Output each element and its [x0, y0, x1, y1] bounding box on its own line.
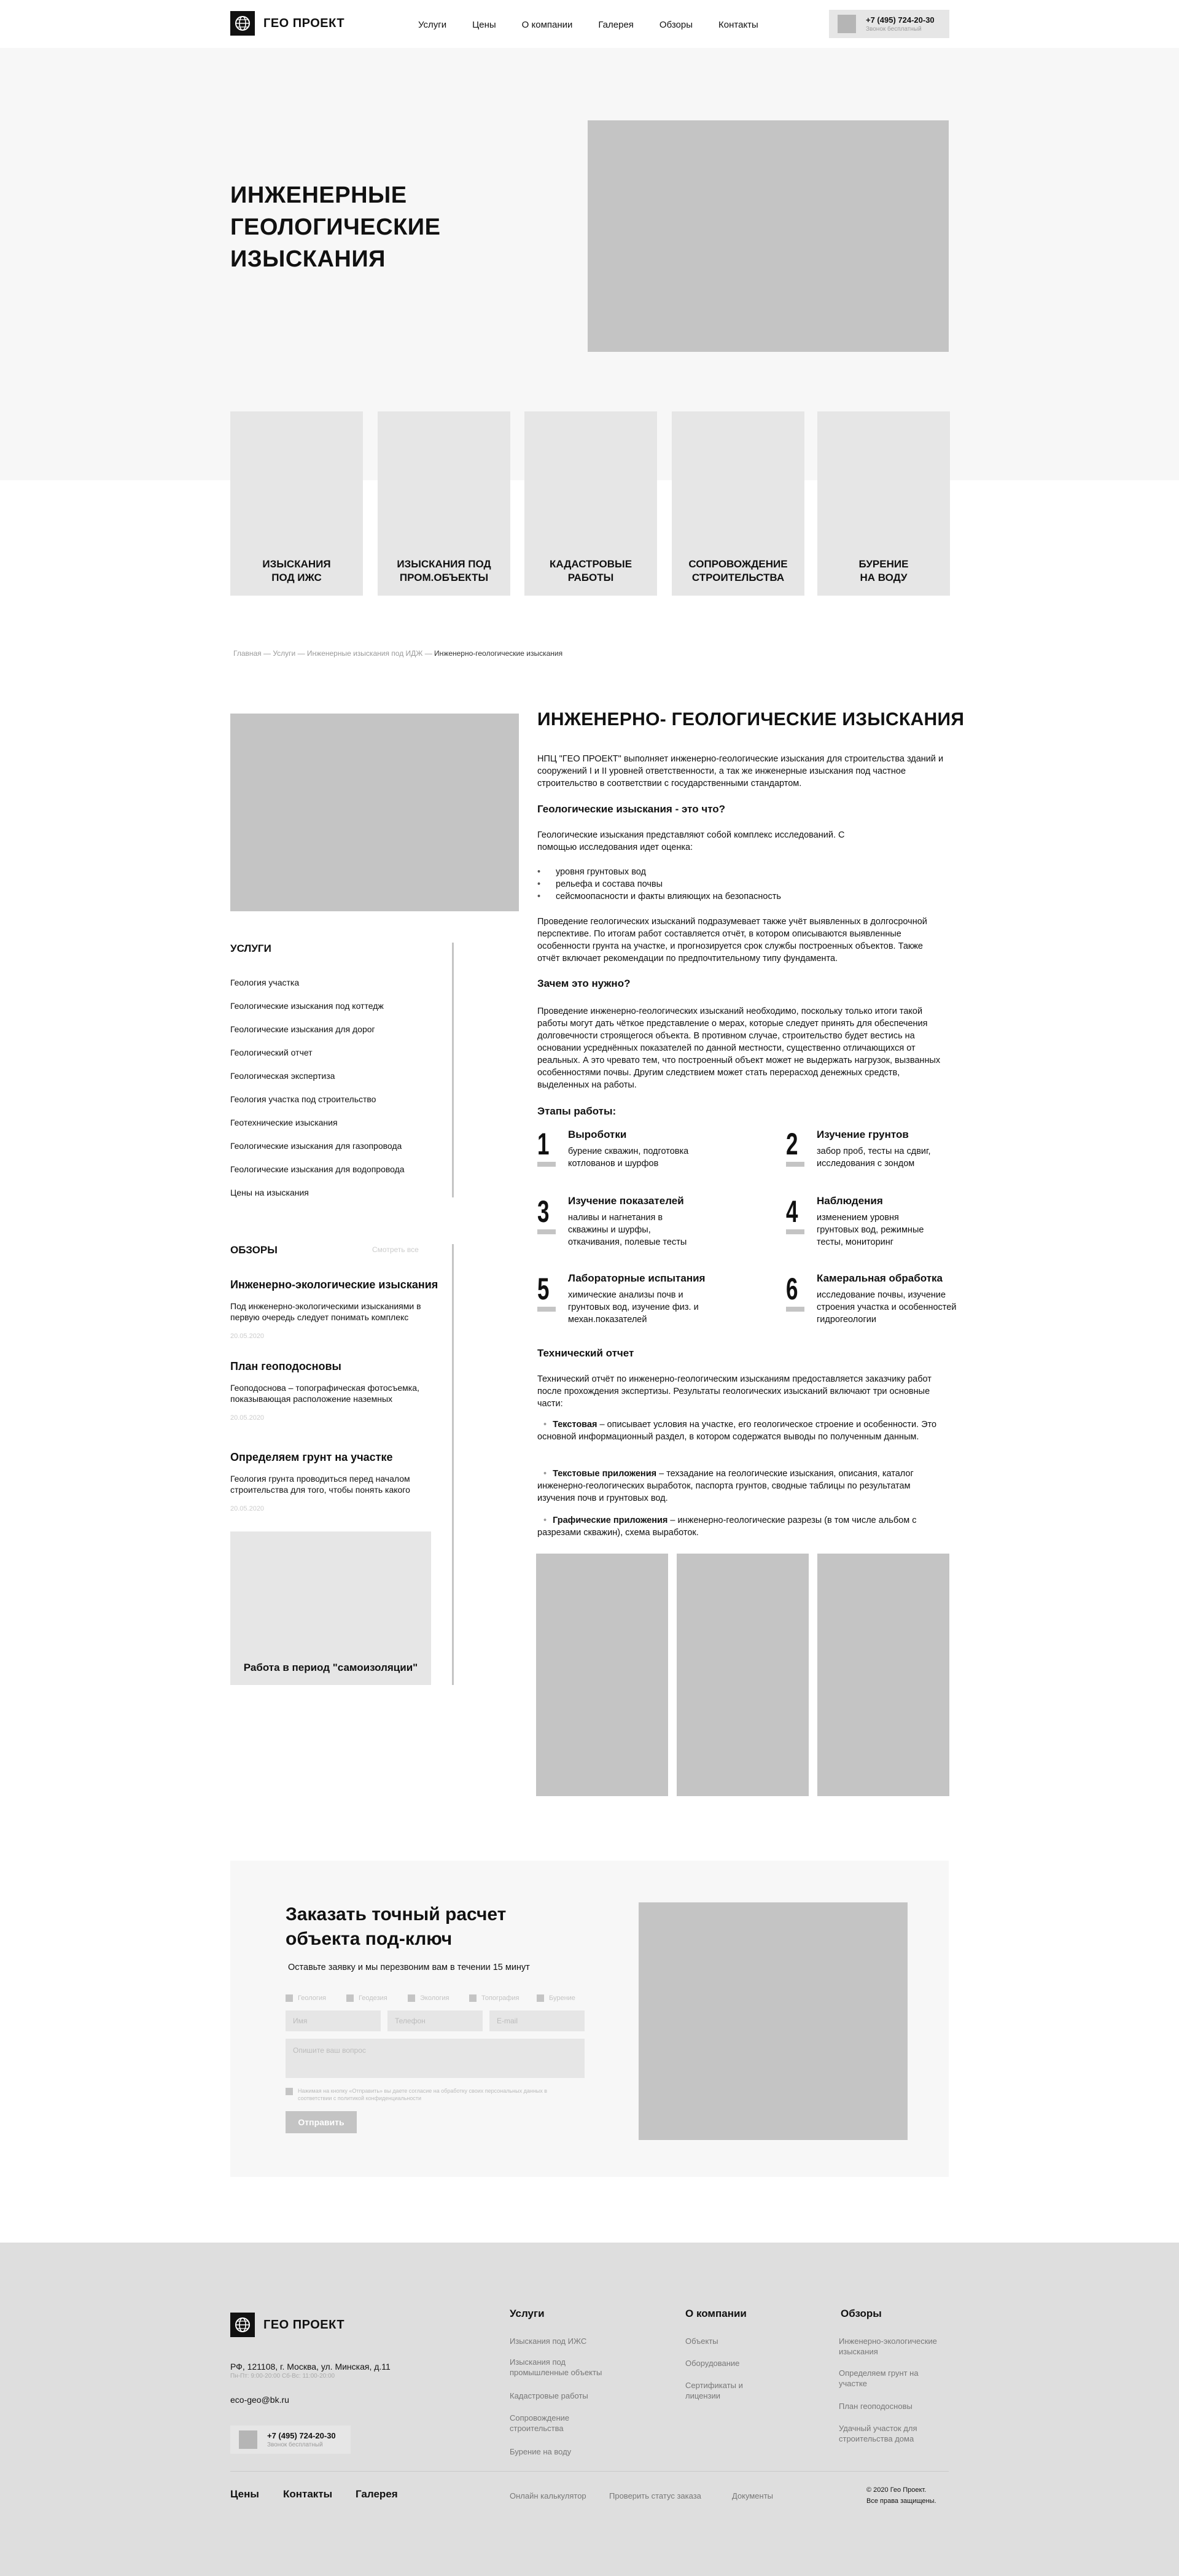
card-label: РАБОТЫ [567, 572, 614, 583]
order-title [286, 1902, 506, 1951]
checkbox-label: Геология [298, 1994, 326, 2002]
footer-email[interactable]: eco-geo@bk.ru [230, 2395, 289, 2405]
footer-link[interactable]: Сопровождение строительства [510, 2413, 570, 2433]
card-label: БУРЕНИЕ [858, 558, 909, 570]
report-part-title: Текстовые приложения [553, 1469, 657, 1479]
promo-banner[interactable] [230, 1531, 431, 1685]
service-card-izhs[interactable] [230, 411, 363, 596]
main-nav [418, 20, 784, 30]
footer-link[interactable]: Изыскания под ИЖС [510, 2337, 587, 2346]
step-title: Выроботки [568, 1129, 627, 1140]
checkbox-geology[interactable] [286, 1994, 326, 2002]
nav-reviews[interactable]: Обзоры [659, 20, 693, 30]
article-image [230, 714, 519, 911]
step-text: забор проб, тесты на сдвиг, исследования с зондом [817, 1146, 931, 1169]
phone-icon [838, 15, 856, 33]
article-paragraph: Технический отчёт по инженерно-геологическим изысканиям предоставляется заказчику работ после прохождения экспертизы. Результаты геологических изысканий включают три основные части: [537, 1374, 932, 1409]
sidebar-service-link[interactable]: Геология участка под строительство [230, 1094, 376, 1104]
email-input[interactable]: E-mail [489, 2010, 585, 2031]
article-paragraph: Геологические изыскания представляют собой комплекс исследований. С помощью исследования идет оценка: [537, 830, 845, 852]
gallery-image[interactable] [677, 1554, 809, 1796]
sidebar-service-link[interactable]: Геологические изыскания под коттедж [230, 1001, 384, 1011]
step-title: Камеральная обработка [817, 1272, 943, 1284]
sidebar-service-link[interactable]: Геология участка [230, 978, 300, 987]
question-textarea[interactable]: Опишите ваш вопрос [286, 2039, 585, 2078]
footer-link[interactable]: Бурение на воду [510, 2447, 572, 2456]
step-underline [537, 1307, 556, 1312]
gallery-image[interactable] [817, 1554, 949, 1796]
review-date: 20.05.2020 [230, 1505, 265, 1512]
order-title-line: Заказать точный расчет [286, 1904, 507, 1924]
consent-text: Нажимая на кнопку «Отправить» вы даете согласие на обработку своих персональных данных в соответствии с политикой конфиденциальности [298, 2088, 548, 2101]
sidebar-service-link[interactable]: Геологические изыскания для газопровода [230, 1141, 402, 1151]
hero-title [230, 179, 440, 275]
review-title[interactable]: План геоподосновы [230, 1360, 341, 1372]
divider [452, 1244, 454, 1685]
reviews-heading: ОБЗОРЫ [230, 1244, 278, 1256]
step-underline [786, 1229, 804, 1234]
breadcrumb-trail[interactable]: Главная — Услуги — Инженерные изыскания под ИДЖ — [233, 649, 432, 658]
service-card-drilling[interactable] [817, 411, 950, 596]
nav-contacts[interactable]: Контакты [718, 20, 758, 30]
review-date: 20.05.2020 [230, 1333, 265, 1340]
hero-image [588, 120, 949, 352]
article-intro: НПЦ "ГЕО ПРОЕКТ" выполняет инженерно-геологические изыскания для строительства зданий и сооружений I и II уровней ответственности, а так же инженерные изыскания под частное строительство в соответствии с государственными стандартом. [537, 754, 944, 788]
card-label: ИЗЫСКАНИЯ ПОД [397, 558, 491, 570]
footer-services-heading: Услуги [510, 2308, 545, 2319]
logo[interactable] [230, 11, 344, 36]
step-text: химические анализы почв и грунтовых вод, изучение физ. и механ.показателей [568, 1290, 699, 1325]
header-phone[interactable] [829, 10, 949, 38]
order-title-line: объекта под-ключ [286, 1929, 453, 1949]
card-label: КАДАСТРОВЫЕ [549, 558, 632, 570]
bullet-item: • сейсмоопасности и факты влияющих на безопасность [537, 890, 781, 903]
footer-link[interactable]: Удачный участок для строительства дома [839, 2424, 917, 2443]
card-label: ПРОМ.ОБЪЕКТЫ [399, 572, 489, 583]
footer-link[interactable]: Оборудование [685, 2359, 740, 2368]
review-excerpt: Геология грунта проводиться перед началом строительства для того, чтобы понять какого [230, 1474, 410, 1495]
review-title[interactable]: Инженерно-экологические изыскания [230, 1278, 438, 1291]
footer-gallery-link[interactable]: Галерея [356, 2488, 398, 2500]
nav-prices[interactable]: Цены [472, 20, 496, 30]
step-underline [537, 1162, 556, 1167]
phone-number: +7 (495) 724-20-30 [866, 15, 935, 25]
footer-prices-link[interactable]: Цены [230, 2488, 259, 2500]
globe-icon [230, 2313, 255, 2337]
section-heading: Зачем это нужно? [537, 978, 631, 989]
checkbox-geodesy[interactable] [346, 1994, 387, 2002]
hero-title-line: ИНЖЕНЕРНЫЕ [230, 182, 407, 208]
review-title[interactable]: Определяем грунт на участке [230, 1451, 393, 1463]
step-number: 3 [537, 1194, 550, 1229]
submit-button[interactable]: Отправить [286, 2111, 357, 2133]
order-status-link[interactable]: Проверить статус заказа [609, 2491, 701, 2500]
step-title: Лабораторные испытания [568, 1272, 706, 1284]
phone-note: Звонок бесплатный [267, 2442, 323, 2448]
logo-text: ГЕО ПРОЕКТ [263, 16, 345, 30]
checkbox-label: Топография [481, 1994, 519, 2002]
order-image [639, 1902, 908, 2140]
calculator-link[interactable]: Онлайн калькулятор [510, 2491, 586, 2500]
sidebar-service-link[interactable]: Геологическая экспертиза [230, 1071, 335, 1081]
section-heading: Геологические изыскания - это что? [537, 803, 726, 815]
footer-hours: Пн-Пт: 9:00-20:00 Сб-Вс: 11:00-20:00 [230, 2373, 335, 2379]
step-number: 5 [537, 1272, 550, 1306]
nav-about[interactable]: О компании [521, 20, 573, 30]
services-heading: УСЛУГИ [230, 943, 271, 954]
article-title: ИНЖЕНЕРНО- ГЕОЛОГИЧЕСКИЕ ИЗЫСКАНИЯ [537, 709, 965, 730]
sidebar-service-link[interactable]: Геологический отчет [230, 1048, 313, 1057]
checkbox-ecology[interactable] [408, 1994, 449, 2002]
report-part: • Текстовая – описывает условия на участке, его геологическое строение и особенности. Это основной информационный раздел, в котором содержатся выводы по полученным данным. [537, 1420, 937, 1442]
globe-icon [230, 11, 255, 36]
service-card-industrial[interactable] [378, 411, 510, 596]
footer [0, 2243, 1179, 2576]
sidebar-service-link[interactable]: Геологические изыскания для водопровода [230, 1164, 405, 1174]
documents-link[interactable]: Документы [732, 2491, 774, 2500]
footer-phone[interactable] [230, 2426, 351, 2454]
footer-link[interactable]: Инженерно-экологические изыскания [839, 2337, 937, 2356]
step-text: изменением уровня грунтовых вод, режимные тесты, мониторинг [817, 1213, 924, 1247]
footer-link[interactable]: Сертификаты и лицензии [685, 2381, 743, 2400]
footer-address: РФ, 121108, г. Москва, ул. Минская, д.11 [230, 2362, 391, 2372]
review-date: 20.05.2020 [230, 1414, 265, 1422]
report-part: • Текстовые приложения – техзадание на геологические изыскания, описания, каталог инженерно-геологических выработок, паспорта грунтов, сводные таблицы по результатам изучения почв и грунтовых вод. [537, 1469, 914, 1503]
phone-icon [239, 2430, 257, 2449]
step-underline [786, 1162, 804, 1167]
hero-title-line: ГЕОЛОГИЧЕСКИЕ [230, 214, 441, 240]
promo-banner-text: Работа в период "самоизоляции" [243, 1662, 418, 1673]
footer-link[interactable]: Кадастровые работы [510, 2391, 588, 2400]
name-input[interactable]: Имя [286, 2010, 381, 2031]
step-title: Изучение грунтов [817, 1129, 909, 1140]
checkbox-label: Бурение [549, 1994, 575, 2002]
nav-gallery[interactable]: Галерея [598, 20, 634, 30]
sidebar-service-link[interactable]: Геологические изыскания для дорог [230, 1024, 375, 1034]
report-part-title: Текстовая [553, 1420, 597, 1430]
header [0, 0, 1179, 48]
gallery-image[interactable] [536, 1554, 668, 1796]
consent-checkbox[interactable] [286, 2088, 293, 2095]
report-part-text: – инженерно-геологические разрезы (в том числе альбом с разрезами скважин), схема выработок. [537, 1516, 917, 1538]
article-paragraph: Проведение инженерно-геологических изысканий необходимо, поскольку только итоги такой работы могут дать чёткое представление о мерах, которые следует принять для обеспечения долговечности строящегося объекта. В противном случае, строительство будет вестись на основании усреднённых показателей по данной местности, существенно отличающихся от реальных. А это чревато тем, что построенный объект может не выдержать нагрузок, вызванных особенностями почвы. Другим следствием может стать перерасход денежных средств, выделенных на работы. [537, 1006, 941, 1090]
see-all-link[interactable]: Смотреть все [372, 1245, 419, 1254]
footer-link[interactable]: План геоподосновы [839, 2402, 912, 2411]
bullet-item: • уровня грунтовых вод [537, 866, 781, 878]
step-text: бурение скважин, подготовка котлованов и шурфов [568, 1146, 689, 1169]
copyright-line: Все права защищены. [866, 2497, 936, 2505]
breadcrumb [233, 649, 562, 658]
step-number: 2 [786, 1127, 798, 1161]
sidebar-service-link[interactable]: Геотехнические изыскания [230, 1118, 338, 1127]
copyright-line: © 2020 Гео Проект. [866, 2486, 927, 2494]
bullet-list [537, 866, 781, 903]
card-label: СОПРОВОЖДЕНИЕ [688, 558, 788, 570]
phone-input[interactable]: Телефон [387, 2010, 483, 2031]
step-number: 4 [786, 1194, 798, 1229]
article-paragraph: Проведение геологических изысканий подразумевает также учёт выявленных в долгосрочной перспективе. По итогам работ составляется отчёт, в котором описываются выявленные особенности грунта на участке, и прогнозируется срок службы построенных объектов. Также отчёт включает рекомендации по предпочтительному типу фундамента. [537, 917, 927, 963]
service-card-cadastral[interactable] [524, 411, 657, 596]
report-part-text: – описывает условия на участке, его геологическое строение и особенности. Это основной информационный раздел, в котором содержатся выводы по полученным данным. [537, 1420, 937, 1442]
step-underline [786, 1307, 804, 1312]
step-text: исследование почвы, изучение строения участка и особенностей гидрогеологии [817, 1290, 957, 1325]
card-label: СТРОИТЕЛЬСТВА [691, 572, 785, 583]
order-subtitle: Оставьте заявку и мы перезвоним вам в течении 15 минут [288, 1963, 530, 1972]
card-label: НА ВОДУ [860, 572, 908, 583]
checkbox-drilling[interactable] [537, 1994, 575, 2002]
phone-number: +7 (495) 724-20-30 [267, 2431, 336, 2440]
nav-services[interactable]: Услуги [418, 20, 447, 30]
step-title: Изучение показателей [568, 1195, 684, 1207]
card-label: ПОД ИЖС [271, 572, 322, 583]
footer-link[interactable]: Изыскания под промышленные объекты [510, 2357, 602, 2377]
review-excerpt: Под инженерно-экологическими изысканиями в первую очередь следует понимать комплекс [230, 1301, 421, 1322]
phone-note: Звонок бесплатный [866, 26, 922, 33]
footer-reviews-heading: Обзоры [841, 2308, 882, 2319]
footer-link[interactable]: Определяем грунт на участке [839, 2368, 919, 2388]
checkbox-topography[interactable] [469, 1994, 519, 2002]
sidebar-service-link[interactable]: Цены на изыскания [230, 1188, 309, 1197]
service-card-support[interactable] [672, 411, 804, 596]
checkbox-label: Геодезия [359, 1994, 387, 2002]
divider [452, 943, 454, 1197]
step-text: наливы и нагнетания в скважины и шурфы, откачивания, полевые тесты [568, 1213, 687, 1247]
footer-about-heading: О компании [685, 2308, 747, 2319]
step-title: Наблюдения [817, 1195, 883, 1207]
report-part: • Графические приложения – инженерно-геологические разрезы (в том числе альбом с разрезами скважин), схема выработок. [537, 1516, 917, 1538]
footer-logo[interactable] [230, 2313, 344, 2337]
step-number: 1 [537, 1127, 550, 1161]
review-excerpt: Геоподоснова – топографическая фотосъемка, показывающая расположение наземных [230, 1383, 419, 1404]
card-label: ИЗЫСКАНИЯ [262, 558, 331, 570]
breadcrumb-current: Инженерно-геологические изыскания [434, 649, 563, 658]
report-part-title: Графические приложения [553, 1516, 668, 1525]
section-heading: Технический отчет [537, 1347, 634, 1359]
section-heading: Этапы работы: [537, 1105, 617, 1117]
report-part-text: – техзадание на геологические изыскания, описания, каталог инженерно-геологических выработок, паспорта грунтов, сводные таблицы по результатам изучения почв и грунтовых вод. [537, 1469, 914, 1503]
footer-divider [230, 2471, 949, 2472]
hero-title-line: ИЗЫСКАНИЯ [230, 246, 386, 272]
checkbox-label: Экология [420, 1994, 449, 2002]
step-underline [537, 1229, 556, 1234]
footer-contacts-link[interactable]: Контакты [283, 2488, 333, 2500]
step-number: 6 [786, 1272, 798, 1306]
footer-link[interactable]: Объекты [685, 2337, 718, 2346]
bullet-item: • рельефа и состава почвы [537, 878, 781, 890]
logo-text: ГЕО ПРОЕКТ [263, 2317, 345, 2332]
copyright [866, 2485, 936, 2507]
